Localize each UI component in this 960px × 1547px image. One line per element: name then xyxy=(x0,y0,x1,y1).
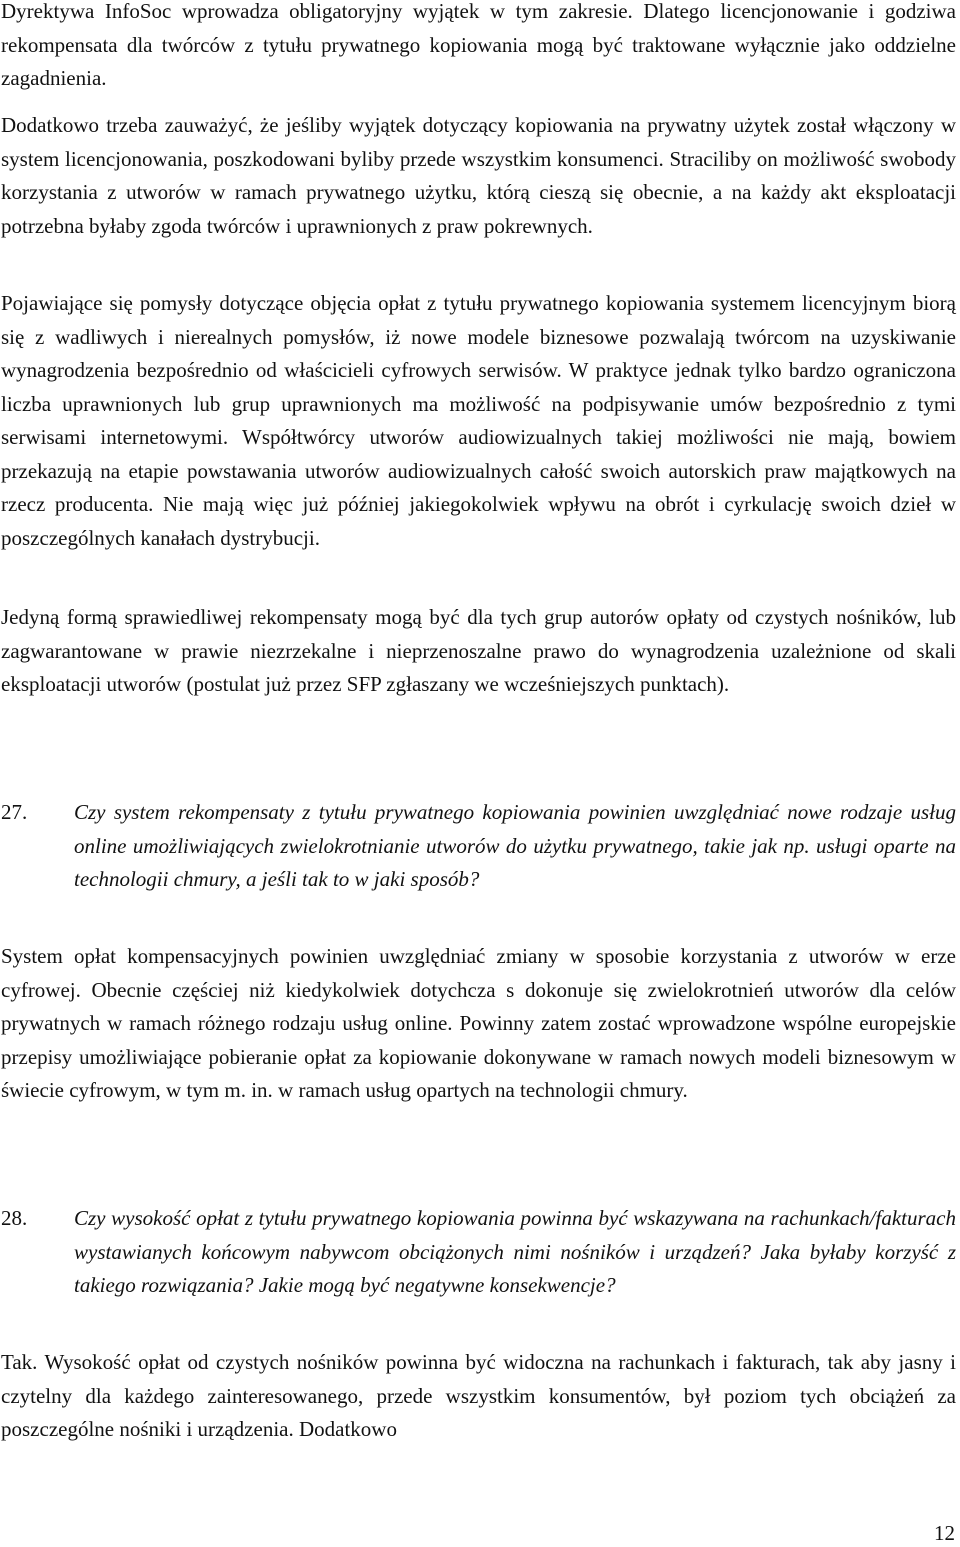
question-text: Czy system rekompensaty z tytułu prywatnego kopiowania powinien uwzględniać nowe rodzaje usług online umożliwiających zwielokrotnianie utworów do użytku prywatnego, takie jak np. usługi oparte na technologii chmury, a jeśli tak to w jaki sposób? xyxy=(74,800,956,891)
question-27 xyxy=(1,796,956,897)
paragraph-licensing-proposals: Pojawiające się pomysły dotyczące objęcia opłat z tytułu prywatnego kopiowania systemem licencyjnym biorą się z wadliwych i nierealnych pomysłów, iż nowe modele biznesowe pozwalają twórcom na uzyskiwanie wynagrodzenia bezpośrednio od właścicieli cyfrowych serwisów. W praktyce jednak tylko bardzo ograniczona liczba uprawnionych lub grup uprawnionych ma możliwość na podpisywanie umów bezpośrednio z tymi serwisami internetowymi. Współtwórcy utworów audiowizualnych takiej możliwości nie mają, bowiem przekazują na etapie powstawania utworów audiowizualnych całość swoich autorskich praw majątkowych na rzecz producenta. Nie mają więc już później jakiegokolwiek wpływu na obrót i cyrkulację swoich dzieł w poszczególnych kanałach dystrybucji. xyxy=(1,291,956,550)
paragraph-fair-compensation: Jedyną formą sprawiedliwej rekompensaty mogą być dla tych grup autorów opłaty od czystych nośników, lub zagwarantowane w prawie niezrzekalne i nieprzenoszalne prawo do wynagrodzenia uzależnione od skali eksploatacji utworów (postulat już przez SFP zgłaszany we wcześniejszych punktach). xyxy=(1,605,956,696)
paragraph-infosoc-exception: Dyrektywa InfoSoc wprowadza obligatoryjny wyjątek w tym zakresie. Dlatego licencjonowanie i godziwa rekompensata dla twórców z tytułu prywatnego kopiowania mogą być traktowane wyłącznie jako oddzielne zagadnienia. xyxy=(1,0,956,90)
question-number: 27. xyxy=(1,800,28,824)
question-28 xyxy=(1,1202,956,1303)
question-number: 28. xyxy=(1,1206,28,1230)
page-number: 12 xyxy=(934,1521,955,1545)
answer-27-paragraph: System opłat kompensacyjnych powinien uwzględniać zmiany w sposobie korzystania z utworów w erze cyfrowej. Obecnie częściej niż kiedykolwiek dotychcza s dokonuje się zwielokrotnień utworów dla celów prywatnych w ramach różnego rodzaju usług online. Powinny zatem zostać wprowadzone wspólne europejskie przepisy umożliwiające pobieranie opłat za kopiowanie dokonywane w ramach nowych modeli biznesowym w świecie cyfrowym, w tym m. in. w ramach usług opartych na technologii chmury. xyxy=(1,944,956,1102)
question-text: Czy wysokość opłat z tytułu prywatnego kopiowania powinna być wskazywana na rachunkach/fakturach wystawianych końcowym nabywcom obciążonych nimi nośników i urządzeń? Jaka byłaby korzyść z takiego rozwiązania? Jakie mogą być negatywne konsekwencje? xyxy=(74,1206,956,1297)
answer-28-paragraph: Tak. Wysokość opłat od czystych nośników powinna być widoczna na rachunkach i fakturach, tak aby jasny i czytelny dla każdego zainteresowanego, przede wszystkim konsumentów, był poziom tych obciążeń za poszczególne nośniki i urządzenia. Dodatkowo xyxy=(1,1350,956,1441)
paragraph-licensing-consumers: Dodatkowo trzeba zauważyć, że jeśliby wyjątek dotyczący kopiowania na prywatny użytek został włączony w system licencjonowania, poszkodowani byliby przede wszystkim konsumenci. Straciliby on możliwość swobody korzystania z utworów w ramach prywatnego użytku, którą cieszą się obecnie, a na każdy akt eksploatacji potrzebna byłaby zgoda twórców i uprawnionych z praw pokrewnych. xyxy=(1,113,956,238)
